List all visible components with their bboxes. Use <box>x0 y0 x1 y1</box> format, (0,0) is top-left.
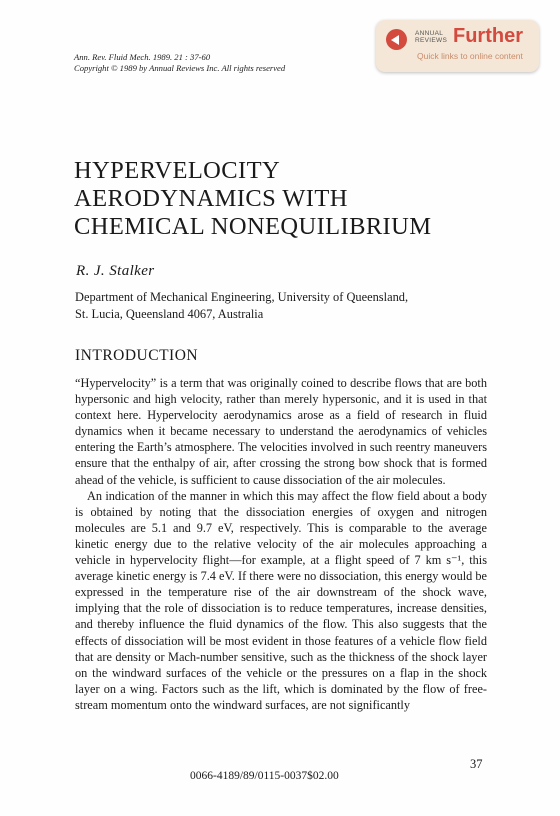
journal-citation <box>74 52 364 74</box>
banner-annual-label: ANNUAL <box>415 30 444 37</box>
affiliation-line: St. Lucia, Queensland 4067, Australia <box>75 307 264 321</box>
page-number: 37 <box>470 757 483 771</box>
play-arrow-icon <box>386 29 407 50</box>
title-line: AERODYNAMICS WITH <box>74 185 348 212</box>
paragraph: “Hypervelocity” is a term that was originally coined to describe flows that are both hypersonic and high velocity, rather than merely hypersonic, and it is used in that context here. Hypervelocity aerodynamics arose as a field of research in fluid dynamics when it became necessary to understand the aerodynamics of vehicles entering the Earth’s atmosphere. The velocities involved in such reentry maneuvers ensure that the enthalpy of air, after crossing the strong bow shock that is formed ahead of the vehicle, is sufficient to cause dissociation of the air molecules. <box>75 376 487 487</box>
banner-reviews-label: REVIEWS <box>415 37 448 44</box>
footer-price-code: 0066-4189/89/0115-0037$02.00 <box>190 770 339 782</box>
annual-reviews-logo-text <box>415 30 447 44</box>
title-line: HYPERVELOCITY <box>74 157 281 184</box>
banner-further-label[interactable]: Further <box>453 25 523 47</box>
title-line: CHEMICAL NONEQUILIBRIUM <box>74 213 432 240</box>
banner-tagline[interactable]: Quick links to online content <box>417 51 523 61</box>
author-affiliation <box>75 289 505 323</box>
author-name: R. J. Stalker <box>76 263 155 279</box>
paragraph: An indication of the manner in which this may affect the flow field about a body is obtained by noting that the dissociation energies of oxygen and nitrogen molecules are 5.1 and 9.7 eV, respectively. This is comparable to the average kinetic energy due to the relative velocity of the air molecules approaching a vehicle in hypervelocity flight—for example, at a flight speed of 7 km s⁻¹, this average kinetic energy is 7.4 eV. If there were no dissociation, this energy would be expressed in the temperature rise of the air downstream of the shock wave, implying that the role of dissociation is to reduce temperatures, increase densities, and thereby influence the fluid dynamics of the flow. This also suggests that the effects of dissociation will be most evident in those features of a vehicle flow field that are density or Mach-number sensitive, such as the thickness of the shock layer on the windward surfaces of the vehicle or the pressures on a flap in the shock layer on a wing. Factors such as the lift, which is dominated by the flow of free-stream momentum onto the windward surfaces, are not significantly <box>75 488 487 712</box>
citation-copyright-line: Copyright © 1989 by Annual Reviews Inc. All rights reserved <box>74 63 286 73</box>
further-links-banner[interactable] <box>376 20 539 72</box>
body-text <box>75 375 487 713</box>
affiliation-line: Department of Mechanical Engineering, University of Queensland, <box>75 290 409 304</box>
citation-journal-line: Ann. Rev. Fluid Mech. 1989. 21 : 37-60 <box>74 52 211 62</box>
section-heading: INTRODUCTION <box>75 347 199 364</box>
article-title <box>74 157 514 241</box>
